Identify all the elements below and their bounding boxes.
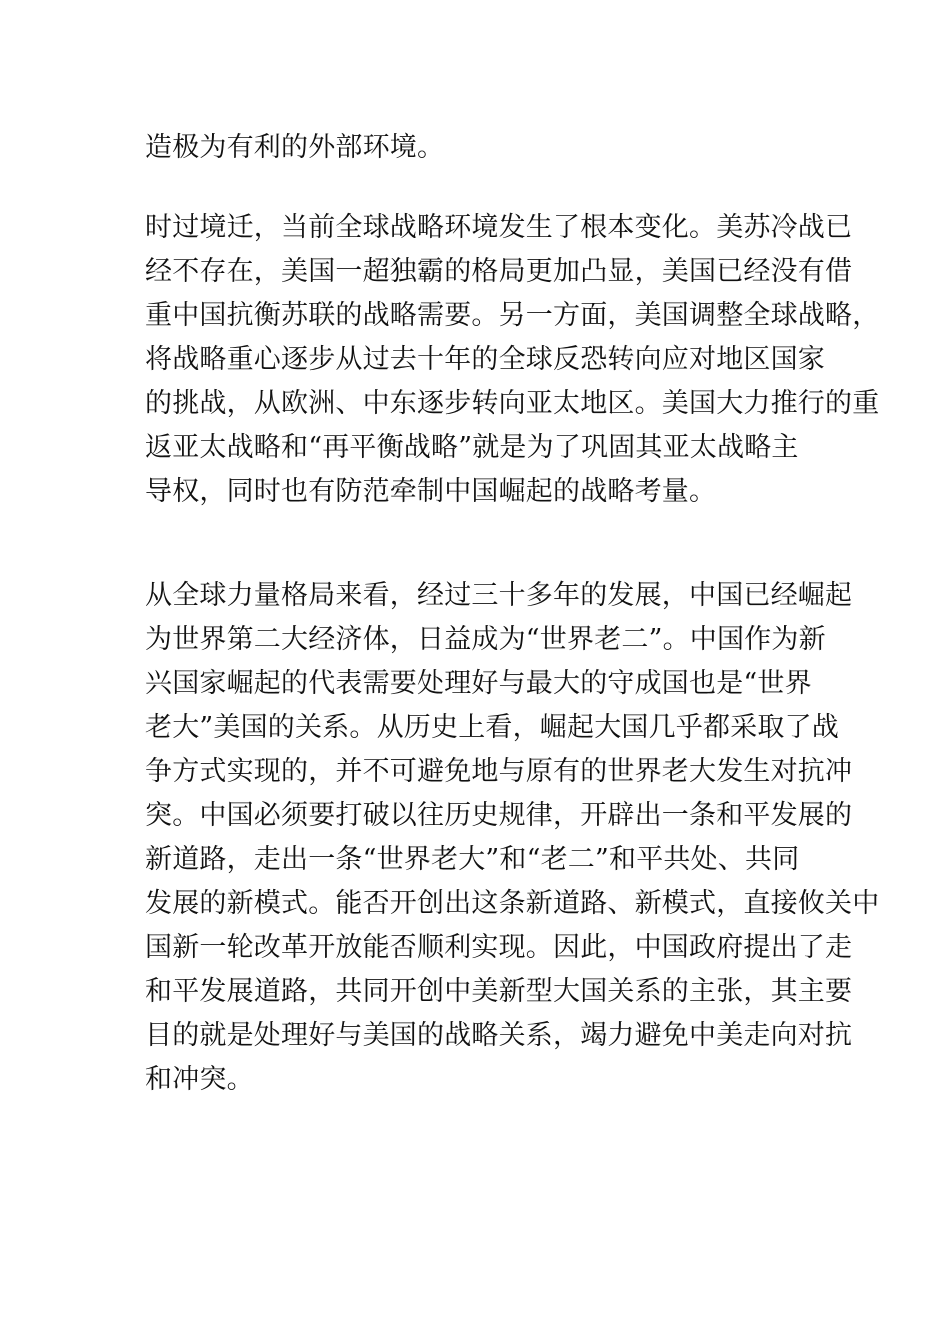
text-line: 从全球力量格局来看，经过三十多年的发展，中国已经崛起	[145, 580, 853, 611]
text-line: 突。中国必须要打破以往历史规律，开辟出一条和平发展的	[145, 800, 853, 831]
text-line: 目的就是处理好与美国的战略关系，竭力避免中美走向对抗	[145, 1020, 853, 1051]
paragraph-2	[145, 206, 880, 514]
text-line: 返亚太战略和“再平衡战略”就是为了巩固其亚太战略主	[145, 432, 799, 463]
text-line: 时过境迁，当前全球战略环境发生了根本变化。美苏冷战已	[145, 212, 853, 243]
text-line	[145, 1102, 810, 1146]
text-line: 兴国家崛起的代表需要处理好与最大的守成国也是“世界	[145, 668, 812, 699]
text-line: 导权，同时也有防范牵制中国崛起的战略考量。	[145, 476, 717, 507]
text-line: 和冲突。	[145, 1064, 254, 1095]
text-line: 争方式实现的，并不可避免地与原有的世界老大发生对抗冲	[145, 756, 853, 787]
text-line: 国新一轮改革开放能否顺利实现。因此，中国政府提出了走	[145, 932, 853, 963]
paragraph-1	[145, 126, 810, 170]
text-line: 将战略重心逐步从过去十年的全球反恐转向应对地区国家	[145, 344, 825, 375]
text-line: 新道路，走出一条“世界老大”和“老二”和平共处、共同	[145, 844, 800, 875]
text-line: 重中国抗衡苏联的战略需要。另一方面，美国调整全球战略，	[145, 300, 880, 331]
paragraph-3	[145, 574, 880, 1146]
text-line: 的挑战，从欧洲、中东逐步转向亚太地区。美国大力推行的重	[145, 388, 880, 419]
text-line: 发展的新模式。能否开创出这条新道路、新模式，直接攸关中	[145, 888, 880, 919]
text-line: 经不存在，美国一超独霸的格局更加凸显，美国已经没有借	[145, 256, 853, 287]
text-line: 老大”美国的关系。从历史上看，崛起大国几乎都采取了战	[145, 712, 840, 743]
text-line: 和平发展道路，共同开创中美新型大国关系的主张，其主要	[145, 976, 853, 1007]
text-line: 为世界第二大经济体，日益成为“世界老二”。中国作为新	[145, 624, 826, 655]
text-line: 造极为有利的外部环境。	[145, 132, 445, 163]
